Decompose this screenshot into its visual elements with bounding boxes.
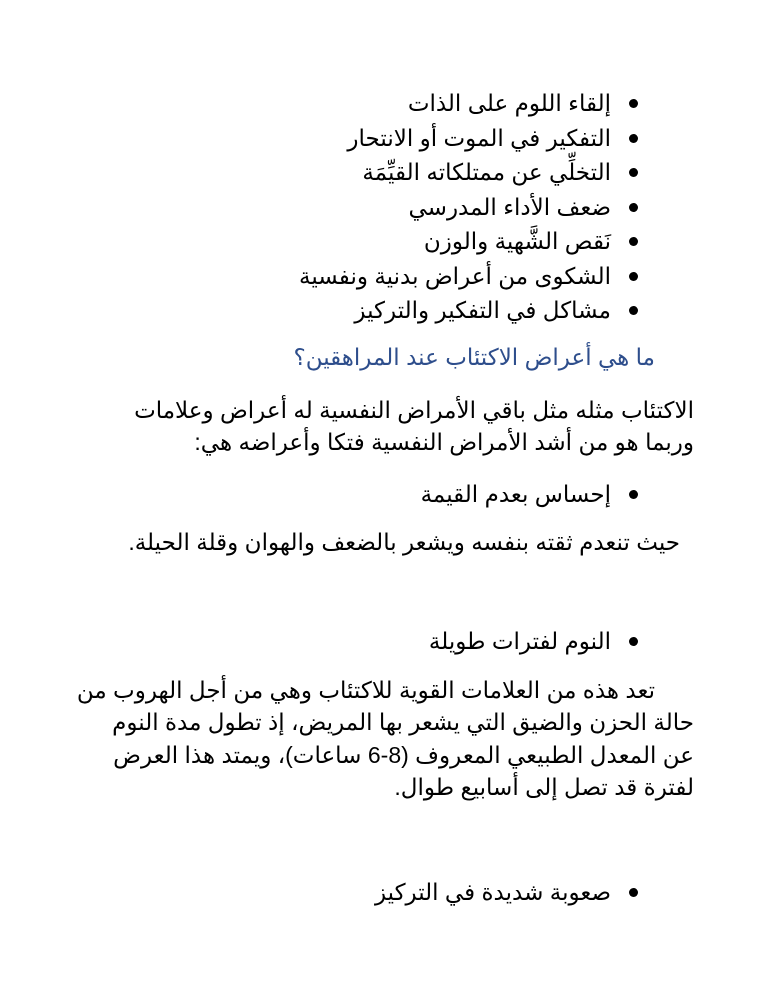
symptom-3-list — [168, 875, 638, 910]
list-item — [168, 86, 638, 121]
symptom-2-title: النوم لفترات طويلة — [428, 628, 611, 654]
list-item — [168, 875, 638, 910]
symptom-1-description: حيث تنعدم ثقته بنفسه ويشعر بالضعف والهوان وقلة الحيلة. — [128, 529, 680, 555]
bullet-icon — [629, 490, 638, 499]
list-item — [168, 293, 638, 328]
symptom-2-list — [168, 624, 638, 659]
bullet-icon — [629, 203, 638, 212]
symptom-2-line-1: تعد هذه من العلامات القوية للاكتئاب وهي من أجل الهروب من — [76, 677, 655, 703]
symptoms-list — [168, 86, 638, 328]
bullet-icon — [629, 272, 638, 281]
list-item-text: ضعف الأداء المدرسي — [408, 193, 611, 220]
list-item — [168, 224, 638, 259]
bullet-icon — [629, 168, 638, 177]
list-item — [168, 477, 638, 512]
symptom-3-title: صعوبة شديدة في التركيز — [374, 879, 611, 905]
bullet-icon — [629, 637, 638, 646]
list-item — [168, 259, 638, 294]
bullet-icon — [629, 306, 638, 315]
list-item — [168, 624, 638, 659]
section-heading: ما هي أعراض الاكتئاب عند المراهقين؟ — [293, 344, 655, 370]
symptom-1-title: إحساس بعدم القيمة — [420, 481, 611, 507]
intro-line-2: وربما هو من أشد الأمراض النفسية فتكا وأعراضه هي: — [194, 429, 694, 455]
list-item-text: مشاكل في التفكير والتركيز — [354, 297, 611, 323]
list-item — [168, 121, 638, 156]
list-item-text: التفكير في الموت أو الانتحار — [347, 124, 611, 151]
list-item-text: التخلِّي عن ممتلكاته القيِّمَة — [362, 159, 611, 185]
symptom-2-line-3: عن المعدل الطبيعي المعروف (8-6 ساعات)، ويمتد هذا العرض — [113, 742, 694, 768]
intro-line-1: الاكتئاب مثله مثل باقي الأمراض النفسية له أعراض وعلامات — [134, 397, 694, 423]
list-item-text: نَقص الشَّهية والوزن — [423, 228, 611, 254]
bullet-icon — [629, 99, 638, 108]
list-item — [168, 155, 638, 190]
list-item-text: إلقاء اللوم على الذات — [407, 90, 611, 116]
list-item-text: الشكوى من أعراض بدنية ونفسية — [299, 262, 611, 289]
symptom-1-list — [168, 477, 638, 512]
bullet-icon — [629, 134, 638, 143]
bullet-icon — [629, 888, 638, 897]
bullet-icon — [629, 237, 638, 246]
list-item — [168, 190, 638, 225]
symptom-2-line-4: لفترة قد تصل إلى أسابيع طوال. — [394, 774, 694, 800]
symptom-2-line-2: حالة الحزن والضيق التي يشعر بها المريض، إذ تطول مدة النوم — [112, 709, 694, 735]
